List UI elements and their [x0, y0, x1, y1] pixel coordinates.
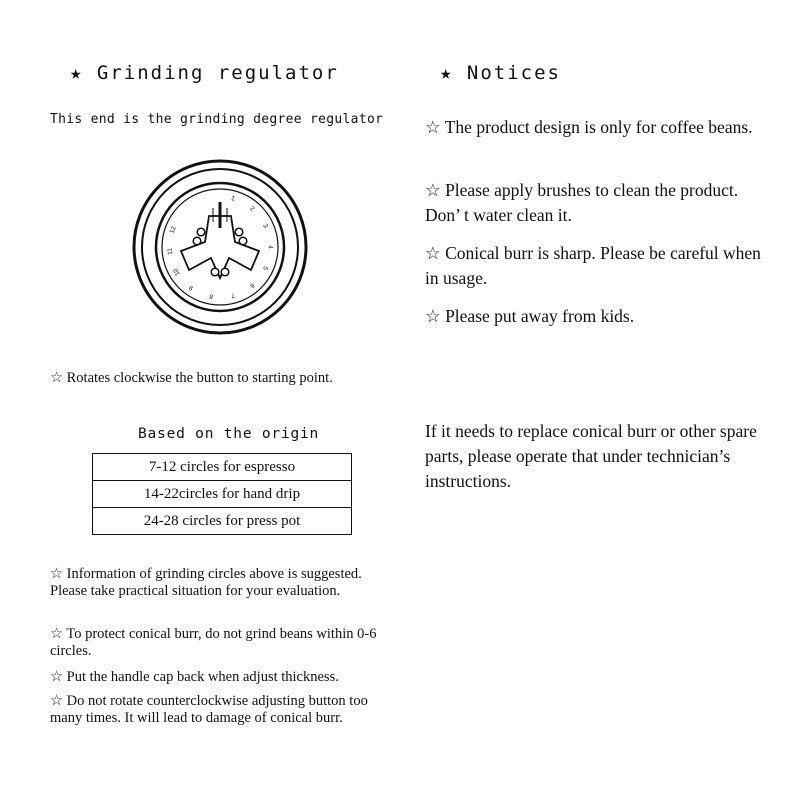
dial-number-label: 11: [166, 247, 175, 256]
dial-number-label: 10: [172, 267, 182, 277]
notice-item: ☆ The product design is only for coffee beans.: [425, 117, 753, 137]
dial-hole: [239, 237, 247, 245]
dial-number-label: 3: [261, 222, 270, 230]
table-row: 24-28 circles for press pot: [93, 508, 351, 535]
dial-number-label: 7: [230, 291, 236, 299]
regulator-subheading: This end is the grinding degree regulator: [50, 112, 384, 127]
dial-number-label: 4: [266, 245, 274, 249]
table-row: 7-12 circles for espresso: [93, 454, 351, 481]
dial-hole: [235, 228, 243, 236]
dial-hole: [221, 268, 229, 276]
notice-item: ☆ Please apply brushes to clean the product. Don’ t water clean it.: [425, 180, 739, 225]
dial-number-label: 6: [248, 281, 256, 289]
counterclockwise-warning-note: ☆ Do not rotate counterclockwise adjusting button too many times. It will lead to damage of conical burr.: [50, 693, 368, 726]
dial-number-label: 9: [187, 283, 195, 292]
rotate-clockwise-note: ☆ Rotates clockwise the button to starting point.: [50, 370, 333, 386]
protect-burr-note: ☆ To protect conical burr, do not grind beans within 0-6 circles.: [50, 626, 377, 659]
grind-circles-table: [92, 453, 352, 535]
dial-number-label: 1: [230, 195, 236, 203]
replace-parts-note: If it needs to replace conical burr or other spare parts, please operate that under technician’s instructions.: [425, 421, 757, 491]
handle-cap-note: ☆ Put the handle cap back when adjust thickness.: [50, 669, 339, 685]
dial-number-label: 8: [208, 292, 214, 300]
table-row: 14-22circles for hand drip: [93, 481, 351, 508]
grinding-dial-diagram: [131, 158, 309, 336]
notice-item: ☆ Please put away from kids.: [425, 306, 635, 326]
notice-item: ☆ Conical burr is sharp. Please be careful when in usage.: [425, 243, 761, 288]
notices-heading: ★ Notices: [440, 62, 561, 84]
grinding-regulator-heading: ★ Grinding regulator: [70, 62, 339, 84]
table-title: Based on the origin: [138, 426, 320, 442]
grinding-info-note: ☆ Information of grinding circles above is suggested. Please take practical situation for your evaluation.: [50, 566, 362, 599]
dial-number-label: 5: [261, 264, 270, 272]
dial-hole: [211, 268, 219, 276]
dial-number-label: 12: [168, 225, 178, 235]
dial-number-label: 2: [248, 205, 256, 213]
dial-hole: [193, 237, 201, 245]
dial-hole: [197, 228, 205, 236]
